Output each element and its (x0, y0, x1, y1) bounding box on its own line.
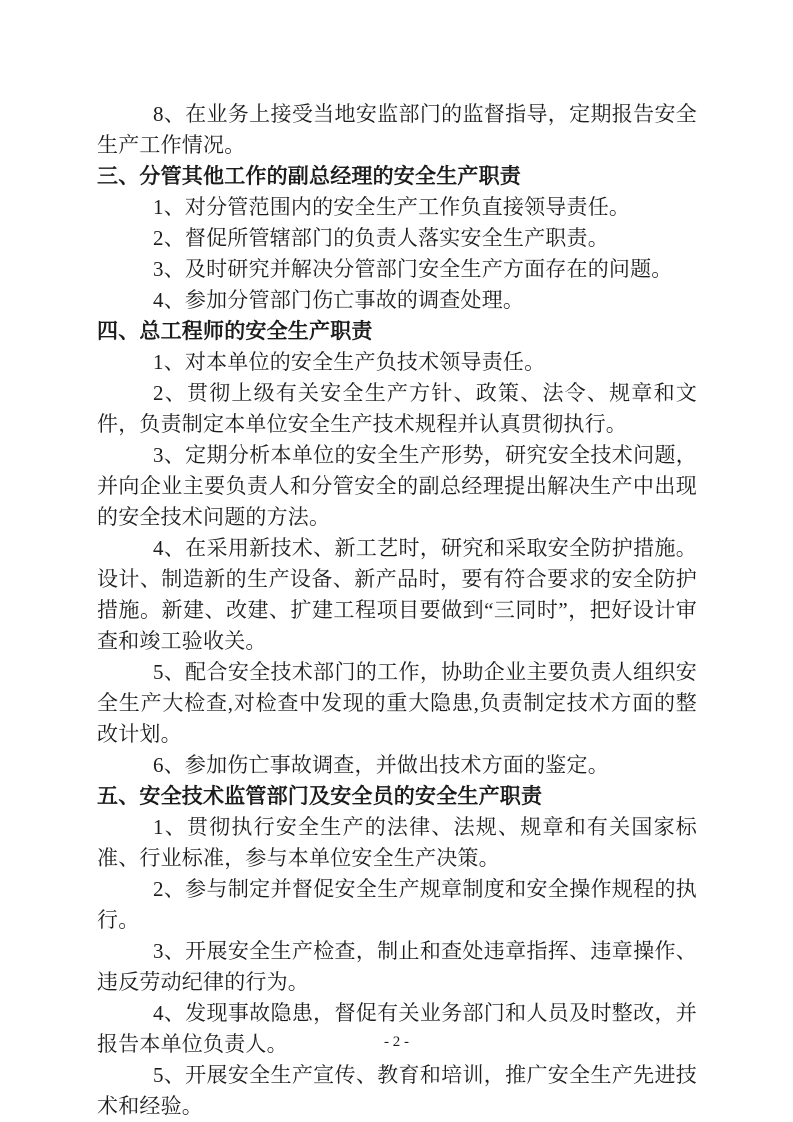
body-paragraph: 3、开展安全生产检查，制止和查处违章指挥、违章操作、违反劳动纪律的行为。 (97, 939, 697, 994)
body-paragraph: 5、配合安全技术部门的工作，协助企业主要负责人组织安全生产大检查,对检查中发现的重大隐患,负责制定技术方面的整改计划。 (97, 660, 697, 746)
body-paragraph: 3、定期分析本单位的安全生产形势，研究安全技术问题，并向企业主要负责人和分管安全的副总经理提出解决生产中出现的安全技术问题的方法。 (97, 443, 697, 529)
section-heading: 三、分管其他工作的副总经理的安全生产职责 (97, 165, 521, 188)
document-body (97, 99, 697, 1122)
body-paragraph: 5、开展安全生产宣传、教育和培训，推广安全生产先进技术和经验。 (97, 1063, 697, 1118)
body-paragraph: 1、贯彻执行安全生产的法律、法规、规章和有关国家标准、行业标准，参与本单位安全生产决策。 (97, 815, 697, 870)
body-paragraph: 4、参加分管部门伤亡事故的调查处理。 (153, 288, 525, 312)
body-paragraph: 2、参与制定并督促安全生产规章制度和安全操作规程的执行。 (97, 877, 697, 932)
body-paragraph: 1、对本单位的安全生产负技术领导责任。 (153, 350, 546, 374)
page-number: - 2 - (384, 1034, 409, 1050)
body-paragraph: 6、参加伤亡事故调查，并做出技术方面的鉴定。 (153, 753, 609, 777)
body-paragraph: 3、及时研究并解决分管部门安全生产方面存在的问题。 (153, 257, 673, 281)
section-heading: 四、总工程师的安全生产职责 (97, 320, 373, 343)
body-paragraph: 1、对分管范围内的安全生产工作负直接领导责任。 (153, 195, 631, 219)
section-heading: 五、安全技术监管部门及安全员的安全生产职责 (97, 785, 543, 808)
body-paragraph: 8、在业务上接受当地安监部门的监督指导，定期报告安全生产工作情况。 (97, 102, 697, 157)
body-paragraph: 4、在采用新技术、新工艺时，研究和采取安全防护措施。设计、制造新的生产设备、新产品时，要有符合要求的安全防护措施。新建、改建、扩建工程项目要做到“三同时”，把好设计审查和竣工验收关。 (97, 536, 697, 653)
body-paragraph: 2、督促所管辖部门的负责人落实安全生产职责。 (153, 226, 609, 250)
body-paragraph: 2、贯彻上级有关安全生产方针、政策、法令、规章和文件，负责制定本单位安全生产技术规程并认真贯彻执行。 (97, 381, 697, 436)
body-paragraph: 4、发现事故隐患，督促有关业务部门和人员及时整改，并报告本单位负责人。 (97, 1001, 697, 1056)
